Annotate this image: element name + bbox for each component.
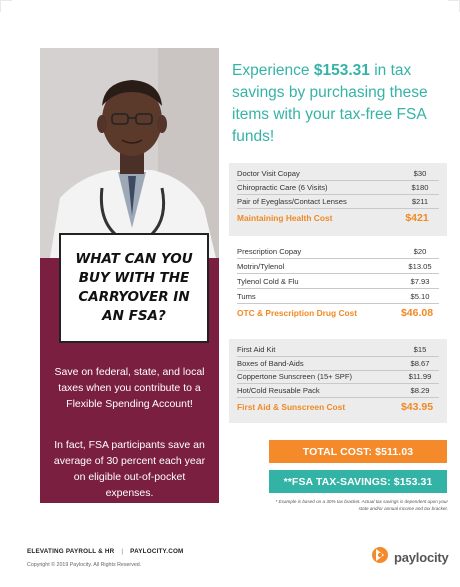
expense-row — [237, 167, 439, 181]
footer-tagline-text: ELEVATING PAYROLL & HR — [27, 548, 115, 555]
footer-tagline — [27, 548, 184, 555]
expense-value: $11.99 — [408, 372, 432, 382]
group-total-value: $421 — [405, 212, 429, 224]
brand-logo — [370, 545, 449, 570]
group-total-row — [237, 398, 439, 416]
expense-label: Tums — [237, 291, 256, 301]
expense-label: Boxes of Band-Aids — [237, 358, 304, 368]
group-total-label: Maintaining Health Cost — [237, 213, 333, 223]
callout-box — [59, 233, 209, 343]
expense-row — [237, 195, 439, 209]
expense-group-first-aid — [229, 339, 447, 423]
expense-label: Coppertone Sunscreen (15+ SPF) — [237, 372, 353, 382]
expense-label: Motrin/Tylenol — [237, 261, 285, 271]
doctor-photo — [40, 48, 219, 258]
corner-mark-top-left-v — [0, 0, 1, 12]
expense-row — [237, 371, 439, 385]
brand-name: paylocity — [394, 550, 449, 565]
paylocity-logo-icon — [370, 545, 390, 570]
corner-mark-top-left — [0, 0, 12, 1]
group-total-value: $43.95 — [400, 401, 434, 414]
expense-label: Chiropractic Care (6 Visits) — [237, 183, 328, 192]
group-total-row — [237, 304, 439, 322]
group-total-label: OTC & Prescription Drug Cost — [237, 308, 358, 318]
footer-separator: | — [121, 548, 124, 555]
expense-value: $7.93 — [410, 276, 430, 286]
expense-value: $30 — [413, 169, 427, 178]
expense-label: Tylenol Cold & Flu — [237, 276, 299, 286]
expense-label: Prescription Copay — [237, 246, 302, 256]
expense-label: Pair of Eyeglass/Contact Lenses — [237, 197, 347, 206]
expense-group-maintaining-health — [229, 163, 447, 236]
expense-group-otc-prescription — [229, 240, 447, 326]
expense-value: $15 — [413, 344, 427, 354]
sidebar-paragraph-tax-savings: Save on federal, state, and local taxes when you contribute to a Flexible Spending Account! — [54, 366, 205, 410]
tax-savings-banner: **FSA TAX-SAVINGS: $153.31 — [269, 470, 447, 493]
headline — [232, 60, 442, 148]
group-total-label: First Aid & Sunscreen Cost — [237, 402, 346, 413]
headline-amount: $153.31 — [313, 62, 370, 79]
sidebar-paragraph-average: In fact, FSA participants save an average of 30 percent each year on eligible out-of-pocket expenses. — [53, 439, 206, 499]
total-cost-banner: TOTAL COST: $511.03 — [269, 440, 447, 463]
footer-copyright: Copyright © 2019 Paylocity. All Rights Reserved. — [27, 562, 142, 568]
group-total-row — [237, 209, 439, 227]
expense-value: $13.05 — [408, 261, 432, 271]
expense-row — [237, 289, 439, 304]
expense-row — [237, 181, 439, 195]
expense-value: $8.67 — [410, 358, 430, 368]
expense-row — [237, 384, 439, 398]
expense-row — [237, 357, 439, 371]
expense-value: $20 — [413, 246, 427, 256]
group-total-value: $46.08 — [400, 307, 434, 319]
headline-suffix: in tax savings by purchasing these items with your tax-free FSA funds! — [232, 62, 428, 145]
expense-value: $5.10 — [410, 291, 430, 301]
expense-label: Doctor Visit Copay — [237, 169, 300, 178]
expense-value: $180 — [411, 183, 429, 192]
expense-value: $211 — [411, 197, 429, 206]
expense-row — [237, 343, 439, 357]
expense-label: Hot/Cold Reusable Pack — [237, 386, 320, 396]
expense-label: First Aid Kit — [237, 344, 276, 354]
expense-row — [237, 259, 439, 274]
expense-row — [237, 244, 439, 259]
expense-value: $8.29 — [410, 386, 430, 396]
headline-prefix: Experience — [232, 62, 314, 79]
expense-row — [237, 274, 439, 289]
callout-title: WHAT CAN YOU BUY WITH THE CARRYOVER IN AN FSA? — [75, 251, 193, 324]
footer-website-link[interactable]: PAYLOCITY.COM — [130, 548, 184, 555]
footnote: * Example is based on a 30% tax bracket. Actual tax savings is dependent upon your state and/or annual income and tax bracket. — [275, 499, 448, 511]
